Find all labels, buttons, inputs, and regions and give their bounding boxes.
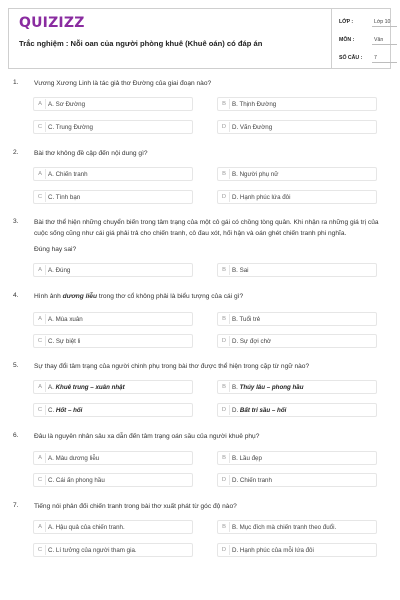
- option-d[interactable]: [217, 473, 377, 487]
- option-prefix: A.: [48, 384, 56, 391]
- question-subtext: Đúng hay sai?: [34, 246, 77, 253]
- option-letter: D: [219, 405, 230, 415]
- option-prefix: B.: [232, 384, 240, 391]
- option-text: A. Màu dương liễu: [48, 455, 100, 462]
- option-c[interactable]: [33, 473, 193, 487]
- option-text: B. Thịnh Đường: [232, 101, 277, 108]
- option-letter: A: [35, 522, 46, 532]
- question-text-pre: Hình ảnh: [34, 293, 63, 300]
- option-letter: D: [219, 545, 230, 555]
- question-text-emphasis: dương liễu: [62, 293, 98, 300]
- option-letter: D: [219, 122, 230, 132]
- option-text: D. Sự đợi chờ: [232, 338, 272, 345]
- meta-count-value: 7: [374, 55, 377, 61]
- option-letter: B: [219, 314, 230, 324]
- option-a[interactable]: [33, 520, 193, 534]
- option-emphasis: Bất tri sầu – hối: [239, 407, 287, 414]
- meta-underline: [372, 44, 397, 45]
- option-a[interactable]: [33, 380, 193, 394]
- option-letter: A: [35, 453, 46, 463]
- quizizz-logo: QUIZIZZ: [19, 15, 85, 31]
- option-letter: A: [35, 314, 46, 324]
- option-text: C. Trung Đường: [48, 124, 93, 131]
- question-text: Bài thơ thể hiện những chuyển biến trong tâm trạng của một cô gái có chồng tòng quân. Khi nhận ra những giá trị của cuộc sống cũng như cái giá phải trả cho chiến tranh, cô đau xót, hối hận và oán ghét chiến tranh phi nghĩa.: [34, 219, 379, 237]
- question-number: 7.: [13, 502, 19, 509]
- question-text: Tiếng nói phản đối chiến tranh trong bài thơ xuất phát từ góc độ nào?: [34, 503, 237, 510]
- option-text: B. Tuổi trẻ: [232, 316, 261, 323]
- option-emphasis: Thúy lâu – phong hầu: [239, 384, 304, 391]
- option-prefix: D.: [232, 407, 240, 414]
- question-text: Đâu là nguyên nhân sâu xa dẫn đến tâm trạng oán sầu của người khuê phụ?: [34, 433, 260, 440]
- option-letter: C: [35, 405, 46, 415]
- option-letter: A: [35, 169, 46, 179]
- option-a[interactable]: [33, 97, 193, 111]
- option-b[interactable]: [217, 520, 377, 534]
- option-d[interactable]: [217, 403, 377, 417]
- worksheet-title: Trắc nghiệm : Nỗi oan của người phòng khuê (Khuê oán) có đáp án: [19, 39, 263, 48]
- question-number: 2.: [13, 149, 19, 156]
- option-letter: B: [219, 522, 230, 532]
- option-text: A. Sơ Đường: [48, 101, 86, 108]
- option-letter: B: [219, 453, 230, 463]
- option-letter: C: [35, 545, 46, 555]
- option-text: B. Người phụ nữ: [232, 171, 279, 178]
- option-text: C. Tình bạn: [48, 194, 81, 201]
- option-a[interactable]: [33, 263, 193, 277]
- meta-underline: [372, 62, 397, 63]
- option-letter: C: [35, 192, 46, 202]
- option-c[interactable]: [33, 190, 193, 204]
- question-text: Sự thay đổi tâm trạng của người chinh phụ trong bài thơ được thể hiện trong cặp từ ngữ nào?: [34, 363, 310, 370]
- option-text: A. Đúng: [48, 267, 71, 274]
- question-number: 3.: [13, 218, 19, 225]
- option-c[interactable]: [33, 120, 193, 134]
- option-text: D. Hạnh phúc lứa đôi: [232, 194, 291, 201]
- meta-subject-value: Văn: [374, 37, 384, 43]
- option-b[interactable]: [217, 263, 377, 277]
- option-d[interactable]: [217, 120, 377, 134]
- question-number: 4.: [13, 292, 19, 299]
- question-text: [34, 292, 380, 303]
- meta-grade-label: LỚP :: [339, 19, 354, 25]
- option-letter: C: [35, 122, 46, 132]
- option-a[interactable]: [33, 167, 193, 181]
- option-text: [232, 383, 304, 392]
- option-letter: B: [219, 265, 230, 275]
- option-b[interactable]: [217, 451, 377, 465]
- option-text: D. Vãn Đường: [232, 124, 273, 131]
- option-b[interactable]: [217, 97, 377, 111]
- option-letter: A: [35, 265, 46, 275]
- option-text: B. Mục đích mà chiến tranh theo đuổi.: [232, 524, 337, 531]
- header-divider: [331, 9, 332, 68]
- meta-count-label: SỐ CÂU :: [339, 55, 363, 61]
- question-text-post: trong thơ cổ không phải là biểu tượng của cái gì?: [97, 293, 244, 300]
- option-text: C. Sự biệt li: [48, 338, 81, 345]
- option-text: D. Chiến tranh: [232, 477, 272, 484]
- option-b[interactable]: [217, 312, 377, 326]
- meta-subject-label: MÔN :: [339, 37, 355, 43]
- option-text: B. Sai: [232, 267, 249, 274]
- option-letter: B: [219, 382, 230, 392]
- option-letter: D: [219, 475, 230, 485]
- option-b[interactable]: [217, 167, 377, 181]
- option-text: [232, 406, 286, 415]
- option-text: D. Hạnh phúc của mỗi lứa đôi: [232, 547, 314, 554]
- option-a[interactable]: [33, 451, 193, 465]
- option-c[interactable]: [33, 334, 193, 348]
- option-letter: C: [35, 475, 46, 485]
- meta-grade-value: Lớp 10: [374, 19, 391, 25]
- option-letter: A: [35, 382, 46, 392]
- option-text: A. Mùa xuân: [48, 316, 83, 323]
- option-d[interactable]: [217, 334, 377, 348]
- option-letter: D: [219, 336, 230, 346]
- question-number: 1.: [13, 79, 19, 86]
- option-c[interactable]: [33, 543, 193, 557]
- meta-underline: [372, 26, 397, 27]
- option-d[interactable]: [217, 190, 377, 204]
- option-letter: D: [219, 192, 230, 202]
- option-text: C. Cái ấn phong hầu: [48, 477, 105, 484]
- option-letter: C: [35, 336, 46, 346]
- option-text: [48, 406, 82, 415]
- option-b[interactable]: [217, 380, 377, 394]
- option-text: [48, 383, 125, 392]
- option-letter: B: [219, 99, 230, 109]
- worksheet-header: [8, 8, 391, 69]
- option-text: B. Lầu đẹp: [232, 455, 262, 462]
- option-c[interactable]: [33, 403, 193, 417]
- option-a[interactable]: [33, 312, 193, 326]
- option-letter: B: [219, 169, 230, 179]
- option-text: C. Lí tưởng của người tham gia.: [48, 547, 137, 554]
- option-text: A. Chiến tranh: [48, 171, 88, 178]
- option-prefix: C.: [48, 407, 56, 414]
- option-d[interactable]: [217, 543, 377, 557]
- option-emphasis: Hốt – hối: [55, 407, 83, 414]
- option-text: A. Hậu quả của chiến tranh.: [48, 524, 125, 531]
- option-letter: A: [35, 99, 46, 109]
- question-text: Vương Xương Linh là tác giả thơ Đường của giai đoạn nào?: [34, 80, 212, 87]
- option-emphasis: Khuê trung – xuân nhật: [55, 384, 125, 391]
- question-number: 5.: [13, 362, 19, 369]
- question-number: 6.: [13, 432, 19, 439]
- question-text: Bài thơ không đề cập đến nội dung gì?: [34, 150, 148, 157]
